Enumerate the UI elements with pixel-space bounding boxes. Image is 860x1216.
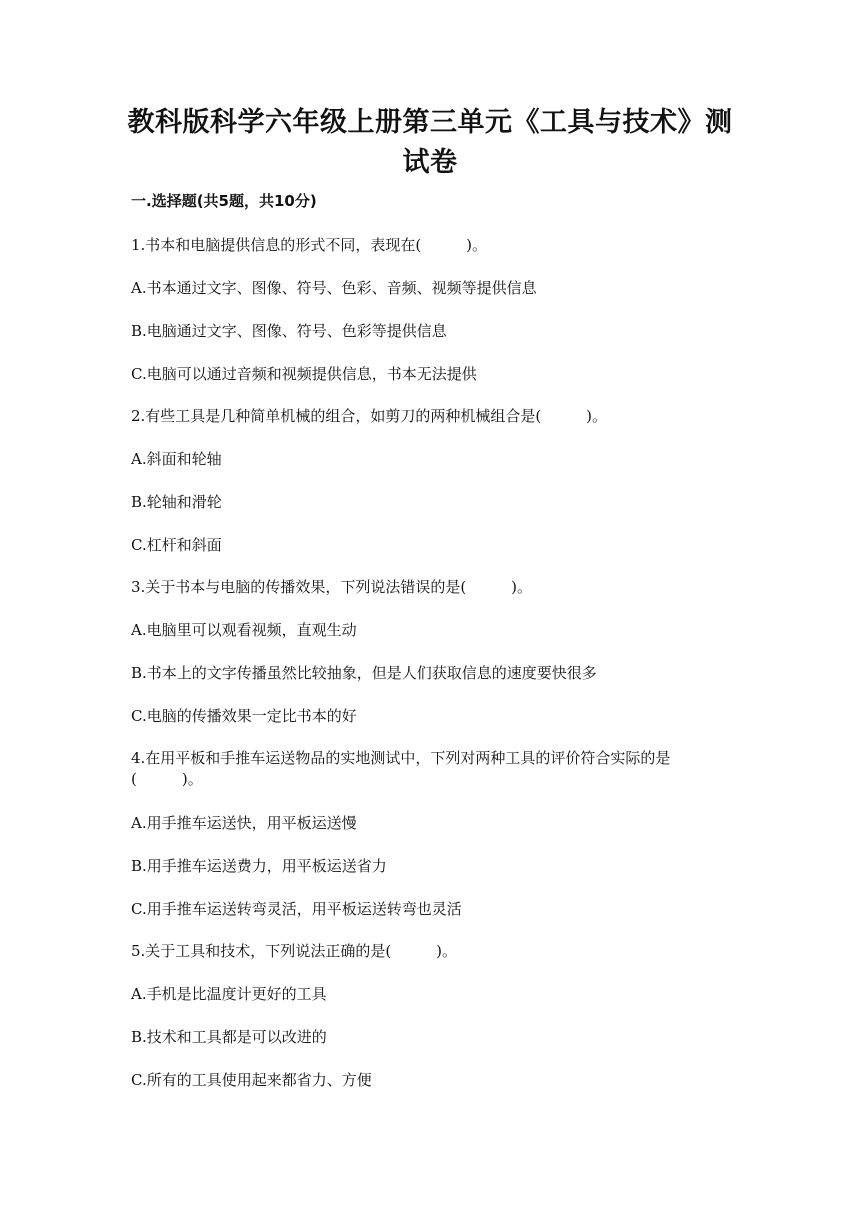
question-4-option-a: A.用手推车运送快，用平板运送慢 xyxy=(131,814,357,832)
question-2-option-c: C.杠杆和斜面 xyxy=(131,536,222,554)
question-3-stem: 3.关于书本与电脑的传播效果，下列说法错误的是( )。 xyxy=(131,578,533,596)
question-1-stem: 1.书本和电脑提供信息的形式不同，表现在( )。 xyxy=(131,236,488,254)
question-1-option-b: B.电脑通过文字、图像、符号、色彩等提供信息 xyxy=(131,322,447,340)
section-heading: 一.选择题(共5题，共10分) xyxy=(131,192,317,210)
question-4-stem: 4.在用平板和手推车运送物品的实地测试中，下列对两种工具的评价符合实际的是( )。 xyxy=(131,749,671,788)
question-1-option-a: A.书本通过文字、图像、符号、色彩、音频、视频等提供信息 xyxy=(131,279,537,297)
question-4-option-b: B.用手推车运送费力，用平板运送省力 xyxy=(131,857,387,875)
question-5-option-b: B.技术和工具都是可以改进的 xyxy=(131,1028,327,1046)
question-2-option-b: B.轮轴和滑轮 xyxy=(131,493,222,511)
question-5-option-a: A.手机是比温度计更好的工具 xyxy=(131,985,327,1003)
question-3-option-a: A.电脑里可以观看视频，直观生动 xyxy=(131,621,357,639)
document-title: 教科版科学六年级上册第三单元《工具与技术》测试卷 xyxy=(127,107,733,178)
question-2-option-a: A.斜面和轮轴 xyxy=(131,450,222,468)
question-1-option-c: C.电脑可以通过音频和视频提供信息，书本无法提供 xyxy=(131,365,477,383)
question-4-option-c: C.用手推车运送转弯灵活，用平板运送转弯也灵活 xyxy=(131,900,462,918)
question-3-option-b: B.书本上的文字传播虽然比较抽象，但是人们获取信息的速度要快很多 xyxy=(131,664,597,682)
question-3-option-c: C.电脑的传播效果一定比书本的好 xyxy=(131,707,357,725)
question-5-option-c: C.所有的工具使用起来都省力、方便 xyxy=(131,1071,372,1089)
question-5-stem: 5.关于工具和技术，下列说法正确的是( )。 xyxy=(131,942,458,960)
question-2-stem: 2.有些工具是几种简单机械的组合，如剪刀的两种机械组合是( )。 xyxy=(131,407,608,425)
